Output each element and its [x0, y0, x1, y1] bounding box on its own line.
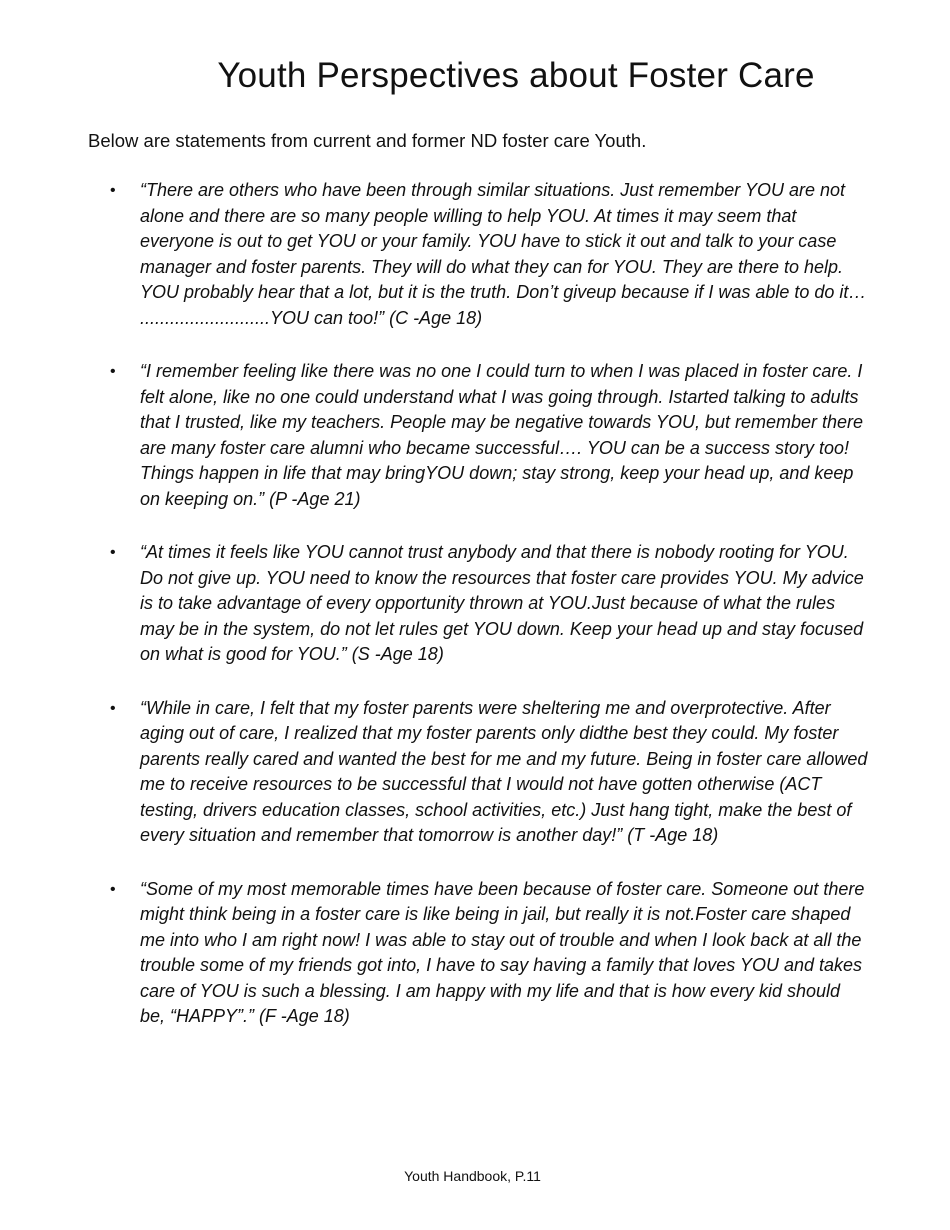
quote-text: “Some of my most memorable times have been because of foster care. Someone out there might think being in a foster care is like being in jail, but really it is not.Foster care shaped me into who I am right now! I was able to stay out of trouble and when I look back at all the trouble some of my friends got into, I have to say having a family that loves YOU and takes care of YOU is such a blessing. I am happy with my life and that is how every kid should be, “HAPPY”.” (F -Age 18) [140, 878, 865, 1026]
list-item [110, 877, 870, 1030]
list-item [110, 178, 870, 331]
bullet-icon: • [110, 363, 116, 380]
page-title: Youth Perspectives about Foster Care [217, 56, 815, 95]
quote-text: “There are others who have been through similar situations. Just remember YOU are not alone and there are so many people willing to help YOU. At times it may seem that everyone is out to get YOU or your family. YOU have to stick it out and talk to your case manager and foster parents. They will do what they can for YOU. They are there to help. YOU probably hear that a lot, but it is the truth. Don’t giveup because if I was able to do it… ..........................YOU can too!” (C -Age 18) [140, 180, 867, 328]
quote-list [110, 178, 870, 1058]
list-item [110, 696, 870, 849]
bullet-icon: • [110, 699, 116, 717]
quote-text: “I remember feeling like there was no one I could turn to when I was placed in foster care. I felt alone, like no one could understand what I was going through. Istarted talking to adults that I trusted, like my teachers. People may be negative towards YOU, but remember there are many foster care alumni who became successful…. YOU can be a success story too! Things happen in life that may bringYOU down; stay strong, keep your head up, and keep on keeping on.” (P -Age 21) [140, 361, 864, 509]
list-item [110, 540, 870, 668]
quote-text: “At times it feels like YOU cannot trust anybody and that there is nobody rooting for YOU. Do not give up. YOU need to know the resources that foster care provides YOU. My advice is to take advantage of every opportunity thrown at YOU.Just because of what the rules may be in the system, do not let rules get YOU down. Keep your head up and stay focused on what is good for YOU.” (S -Age 18) [140, 542, 864, 664]
bullet-icon: • [110, 544, 116, 561]
bullet-icon: • [110, 880, 116, 898]
quote-text: “While in care, I felt that my foster parents were sheltering me and overprotective. After aging out of care, I realized that my foster parents only didthe best they could. My foster parents really cared and wanted the best for me and my future. Being in foster care allowed me to receive resources to be successful that I would not have gotten otherwise (ACT testing, drivers education classes, school activities, etc.) Just hang tight, make the best of every situation and remember that tomorrow is another day!” (T -Age 18) [140, 697, 868, 845]
list-item [110, 359, 870, 512]
page-footer: Youth Handbook, P.11 [404, 1168, 541, 1184]
intro-text: Below are statements from current and former ND foster care Youth. [88, 130, 647, 151]
bullet-icon: • [110, 182, 116, 199]
